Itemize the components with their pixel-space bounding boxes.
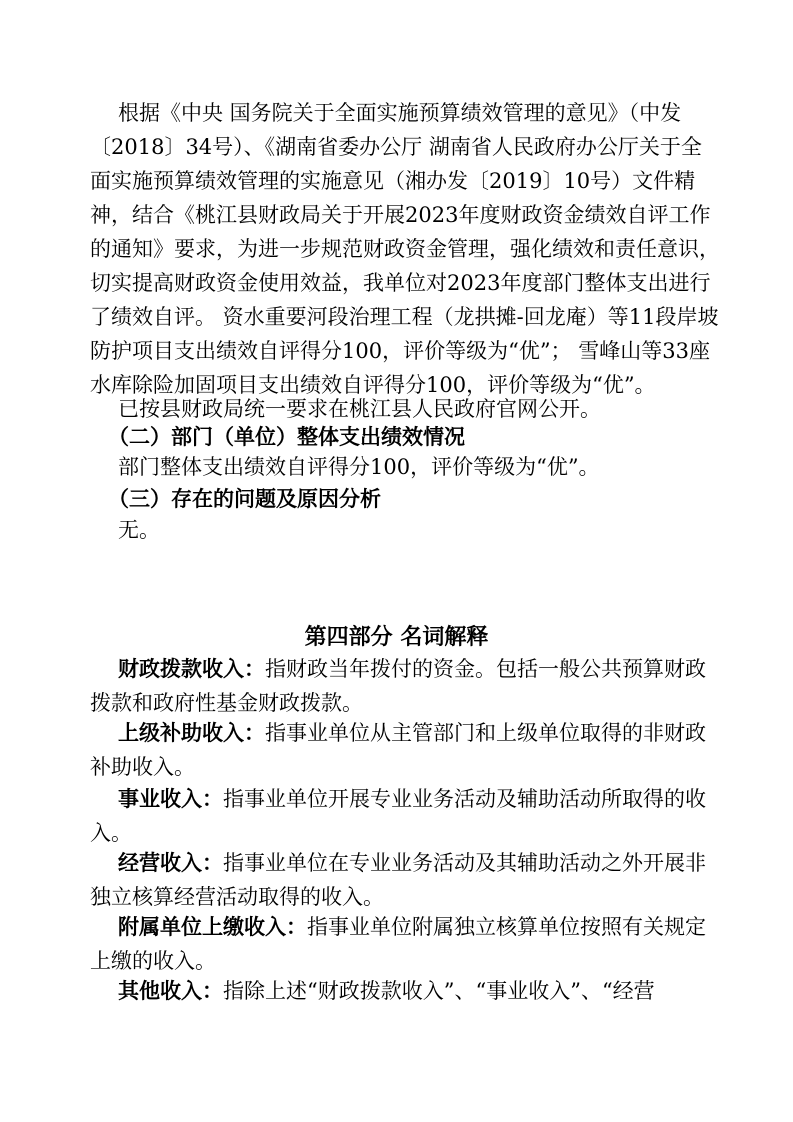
section3-heading: （三）存在的问题及原因分析 (108, 486, 381, 511)
term-label: 经营收入： (118, 850, 223, 875)
term-item (90, 782, 722, 850)
term-definition: 指事业单位附属独立核算单位按照有关规定上缴的收入。 (90, 915, 706, 973)
section2-heading: （二）部门（单位）整体支出绩效情况 (108, 424, 465, 449)
term-label: 附属单位上缴收入： (118, 914, 307, 939)
term-item (90, 910, 722, 978)
term-item (90, 652, 722, 720)
term-label: 其他收入： (118, 978, 223, 1003)
term-definition: 指事业单位开展专业业务活动及辅助活动所取得的收入。 (90, 787, 706, 845)
part4-title: 第四部分 名词解释 (304, 624, 489, 650)
term-label: 事业收入： (118, 786, 223, 811)
term-definition: 指事业单位在专业业务活动及其辅助活动之外开展非独立核算经营活动取得的收入。 (90, 851, 706, 909)
term-definition: 指事业单位从主管部门和上级单位取得的非财政补助收入。 (90, 721, 706, 779)
term-label: 上级补助收入： (118, 720, 265, 745)
publish-note: 已按县财政局统一要求在桃江县人民政府官网公开。 (118, 397, 601, 421)
term-definition: 指除上述“财政拨款收入”、“事业收入”、“经营 (223, 979, 655, 1003)
term-item (90, 846, 722, 914)
intro-paragraph: 根据《中央 国务院关于全面实施预算绩效管理的意见》（中发〔2018〕34号）、《湖南省委办公厅 湖南省人民政府办公厅关于全面实施预算绩效管理的实施意见（湘办发〔2019〕10号）文件精神，结合《桃江县财政局关于开展2023年度财政资金绩效自评工作的通知》要求，为进一步规范财政资金管理，强化绩效和责任意识，切实提高财政资金使用效益，我单位对2023年度部门整体支出进行了绩效自评。 资水重要河段治理工程（龙拱摊-回龙庵）等11段岸坡防护项目支出绩效自评得分100，评价等级为“优”； 雪峰山等33座水库除险加固项目支出绩效自评得分100，评价等级为“优”。 (90, 101, 720, 397)
term-label: 财政拨款收入： (118, 656, 265, 681)
term-item (90, 974, 722, 1008)
section3-text: 无。 (118, 518, 160, 542)
term-definition: 指财政当年拨付的资金。包括一般公共预算财政拨款和政府性基金财政拨款。 (90, 657, 706, 715)
section2-text: 部门整体支出绩效自评得分100，评价等级为“优”。 (118, 455, 600, 479)
term-item (90, 716, 722, 784)
